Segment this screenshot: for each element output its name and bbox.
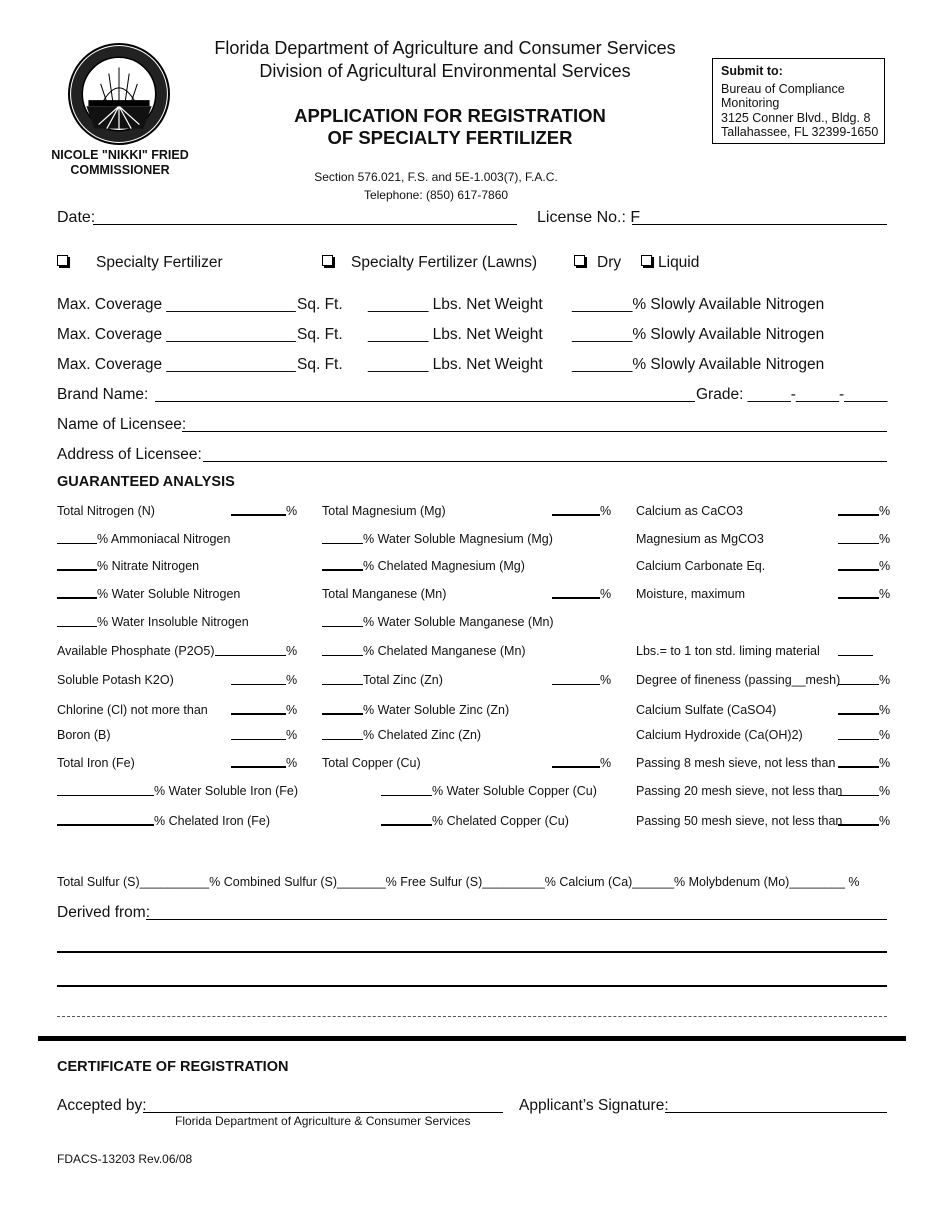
nitrate-label: % Nitrate Nitrogen xyxy=(97,559,200,573)
wi-nitrogen-label: % Water Insoluble Nitrogen xyxy=(97,615,249,629)
ws-manganese-label: % Water Soluble Manganese (Mn) xyxy=(363,615,554,629)
liquid-checkbox[interactable] xyxy=(641,255,652,266)
commissioner-title: COMMISSIONER xyxy=(70,163,170,177)
ws-copper-label: % Water Soluble Copper (Cu) xyxy=(432,784,597,798)
cce-label: Calcium Carbonate Eq. xyxy=(636,559,766,573)
section-divider xyxy=(38,1036,906,1041)
mgco3-label: Magnesium as MgCO3 xyxy=(636,532,764,546)
form-number: FDACS-13203 Rev.06/08 xyxy=(57,1152,193,1166)
nitrogen-field[interactable]: _______% Slowly Available Nitrogen xyxy=(572,296,825,313)
derived-from-field[interactable] xyxy=(146,919,887,920)
ammoniacal-nitrogen-field[interactable] xyxy=(57,532,230,546)
liquid-label: Liquid xyxy=(658,254,700,271)
form-title-line-1: APPLICATION FOR REGISTRATION xyxy=(294,105,606,126)
coverage-field[interactable]: Max. Coverage _______________ xyxy=(57,356,296,373)
submit-line: Monitoring xyxy=(721,96,780,110)
submit-to-box xyxy=(712,58,885,144)
water-insoluble-nitrogen-field[interactable] xyxy=(57,615,249,629)
ws-magnesium-field[interactable] xyxy=(322,532,553,546)
derived-from-line-3[interactable] xyxy=(57,985,887,987)
derived-from-line-2[interactable] xyxy=(57,951,887,953)
total-zinc-field[interactable] xyxy=(322,673,443,687)
caoh2-field[interactable]: % xyxy=(838,728,890,742)
chelated-manganese-field[interactable] xyxy=(322,644,526,658)
liming-label: Lbs.= to 1 ton std. liming material xyxy=(636,644,820,658)
caso4-label: Calcium Sulfate (CaSO4) xyxy=(636,703,777,717)
potash-field[interactable]: % xyxy=(231,673,297,687)
mesh20-label: Passing 20 mesh sieve, not less than xyxy=(636,784,843,798)
dry-label: Dry xyxy=(597,254,622,271)
total-magnesium-label: Total Magnesium (Mg) xyxy=(322,504,446,518)
coverage-field[interactable]: Max. Coverage _______________ xyxy=(57,296,296,313)
grade-field[interactable]: Grade: _____-_____-_____ xyxy=(696,386,888,403)
phosphate-field[interactable]: % xyxy=(215,644,297,658)
sqft-label: Sq. Ft. xyxy=(297,356,343,373)
chlorine-label: Chlorine (Cl) not more than xyxy=(57,703,208,717)
ws-copper-field[interactable] xyxy=(381,784,597,798)
moisture-field[interactable]: % xyxy=(838,587,890,601)
ws-manganese-field[interactable] xyxy=(322,615,554,629)
statute-reference: Section 576.021, F.S. and 5E-1.003(7), F.A.C. xyxy=(314,170,558,184)
fineness-field[interactable]: % xyxy=(838,673,890,687)
licensee-name-field[interactable] xyxy=(182,431,887,432)
org-line-1: Florida Department of Agriculture and Consumer Services xyxy=(214,38,676,58)
total-iron-field[interactable]: % xyxy=(231,756,297,770)
caco3-label: Calcium as CaCO3 xyxy=(636,504,743,518)
checkbox-lawns-row xyxy=(322,254,537,272)
total-copper-label: Total Copper (Cu) xyxy=(322,756,421,770)
caoh2-label: Calcium Hydroxide (Ca(OH)2) xyxy=(636,728,803,742)
total-manganese-label: Total Manganese (Mn) xyxy=(322,587,447,601)
chelated-magnesium-label: % Chelated Magnesium (Mg) xyxy=(363,559,525,573)
net-weight-field[interactable]: _______ Lbs. Net Weight xyxy=(368,326,543,343)
chelated-iron-label: % Chelated Iron (Fe) xyxy=(154,814,271,828)
department-seal xyxy=(68,43,170,145)
ammoniacal-label: % Ammoniacal Nitrogen xyxy=(97,532,231,546)
mesh8-label: Passing 8 mesh sieve, not less than xyxy=(636,756,836,770)
guaranteed-analysis-heading: GUARANTEED ANALYSIS xyxy=(57,474,235,490)
nitrate-nitrogen-field[interactable] xyxy=(57,559,199,573)
brand-label: Brand Name: xyxy=(57,386,149,403)
form-title-line-2: OF SPECIALTY FERTILIZER xyxy=(327,127,573,148)
commissioner-block xyxy=(40,148,200,178)
total-zinc-label: Total Zinc (Zn) xyxy=(363,673,443,687)
total-magnesium-field[interactable]: % xyxy=(552,504,611,518)
potash-label: Soluble Potash K2O) xyxy=(57,673,174,687)
chelated-zinc-label: % Chelated Zinc (Zn) xyxy=(363,728,482,742)
phosphate-label: Available Phosphate (P2O5) xyxy=(57,644,215,658)
commissioner-name: NICOLE "NIKKI" FRIED xyxy=(51,148,189,162)
specialty-checkbox[interactable] xyxy=(57,255,68,266)
total-zinc-pct-field[interactable]: % xyxy=(552,673,611,687)
submit-line: Tallahassee, FL 32399-1650 xyxy=(721,125,879,139)
checkbox-dry-row xyxy=(574,254,621,272)
chelated-copper-field[interactable] xyxy=(381,814,569,828)
total-copper-field[interactable]: % xyxy=(552,756,611,770)
derived-from-label: Derived from: xyxy=(57,904,151,921)
total-nitrogen-field[interactable]: % xyxy=(231,504,297,518)
signature-label: Applicant’s Signature: xyxy=(519,1097,669,1114)
moisture-label: Moisture, maximum xyxy=(636,587,746,601)
license-label: License No.: F xyxy=(537,209,641,226)
sqft-label: Sq. Ft. xyxy=(297,296,343,313)
ws-iron-field[interactable] xyxy=(57,784,298,798)
ws-zinc-label: % Water Soluble Zinc (Zn) xyxy=(363,703,510,717)
cce-field[interactable]: % xyxy=(838,559,890,573)
licensee-address-label: Address of Licensee: xyxy=(57,446,202,463)
total-iron-label: Total Iron (Fe) xyxy=(57,756,135,770)
ws-zinc-field[interactable] xyxy=(322,703,509,717)
mesh50-field[interactable]: % xyxy=(838,814,890,828)
net-weight-field[interactable]: _______ Lbs. Net Weight xyxy=(368,296,543,313)
caso4-field[interactable]: % xyxy=(838,703,890,717)
license-field[interactable] xyxy=(632,224,887,225)
licensee-name-label: Name of Licensee: xyxy=(57,416,187,433)
chelated-zinc-field[interactable] xyxy=(322,728,481,742)
nitrogen-field[interactable]: _______% Slowly Available Nitrogen xyxy=(572,356,825,373)
checkbox-specialty-row xyxy=(57,254,223,272)
mesh8-field[interactable]: % xyxy=(838,756,890,770)
licensee-address-field[interactable] xyxy=(203,461,887,462)
water-soluble-nitrogen-field[interactable] xyxy=(57,587,240,601)
boron-field[interactable]: % xyxy=(231,728,297,742)
department-caption: Florida Department of Agriculture & Consumer Services xyxy=(175,1114,471,1128)
dry-checkbox[interactable] xyxy=(574,255,585,266)
chelated-copper-label: % Chelated Copper (Cu) xyxy=(432,814,569,828)
lawns-checkbox[interactable] xyxy=(322,255,333,266)
accepted-by-label: Accepted by: xyxy=(57,1097,147,1114)
lawns-label: Specialty Fertilizer (Lawns) xyxy=(351,254,538,271)
total-manganese-field[interactable]: % xyxy=(552,587,611,601)
sqft-label: Sq. Ft. xyxy=(297,326,343,343)
date-label: Date: xyxy=(57,209,96,226)
chlorine-field[interactable]: % xyxy=(231,703,297,717)
net-weight-field[interactable]: _______ Lbs. Net Weight xyxy=(368,356,543,373)
ws-nitrogen-label: % Water Soluble Nitrogen xyxy=(97,587,241,601)
caco3-field[interactable]: % xyxy=(838,504,890,518)
org-line-2: Division of Agricultural Environmental Services xyxy=(259,61,631,81)
sulfur-calcium-molybdenum-row[interactable]: Total Sulfur (S)__________% Combined Sulfur (S)_______% Free Sulfur (S)_________% Calcium (Ca)______% Molybdenum (Mo)________ % xyxy=(57,875,860,889)
submit-line: Bureau of Compliance xyxy=(721,81,845,96)
checkbox-liquid-row xyxy=(641,254,699,272)
liming-field[interactable] xyxy=(838,644,873,658)
mgco3-field[interactable]: % xyxy=(838,532,890,546)
submit-line: 3125 Conner Blvd., Bldg. 8 xyxy=(721,110,871,125)
ws-iron-label: % Water Soluble Iron (Fe) xyxy=(154,784,299,798)
specialty-label: Specialty Fertilizer xyxy=(96,254,223,271)
chelated-magnesium-field[interactable] xyxy=(322,559,525,573)
ws-magnesium-label: % Water Soluble Magnesium (Mg) xyxy=(363,532,553,546)
submit-heading: Submit to: xyxy=(721,64,783,78)
total-nitrogen-label: Total Nitrogen (N) xyxy=(57,504,155,518)
derived-from-line-4[interactable] xyxy=(57,1016,887,1017)
signature-field[interactable] xyxy=(665,1112,887,1113)
coverage-field[interactable]: Max. Coverage _______________ xyxy=(57,326,296,343)
nitrogen-field[interactable]: _______% Slowly Available Nitrogen xyxy=(572,326,825,343)
brand-field[interactable] xyxy=(155,401,695,402)
certificate-heading: CERTIFICATE OF REGISTRATION xyxy=(57,1059,289,1075)
accepted-by-field[interactable] xyxy=(143,1112,503,1113)
mesh50-label: Passing 50 mesh sieve, not less than xyxy=(636,814,843,828)
date-field[interactable] xyxy=(93,224,517,225)
telephone: Telephone: (850) 617-7860 xyxy=(363,188,509,202)
mesh20-field[interactable]: % xyxy=(838,784,890,798)
fineness-label: Degree of fineness (passing__mesh) xyxy=(636,673,841,687)
chelated-manganese-label: % Chelated Manganese (Mn) xyxy=(363,644,526,658)
chelated-iron-field[interactable] xyxy=(57,814,270,828)
boron-label: Boron (B) xyxy=(57,728,111,742)
